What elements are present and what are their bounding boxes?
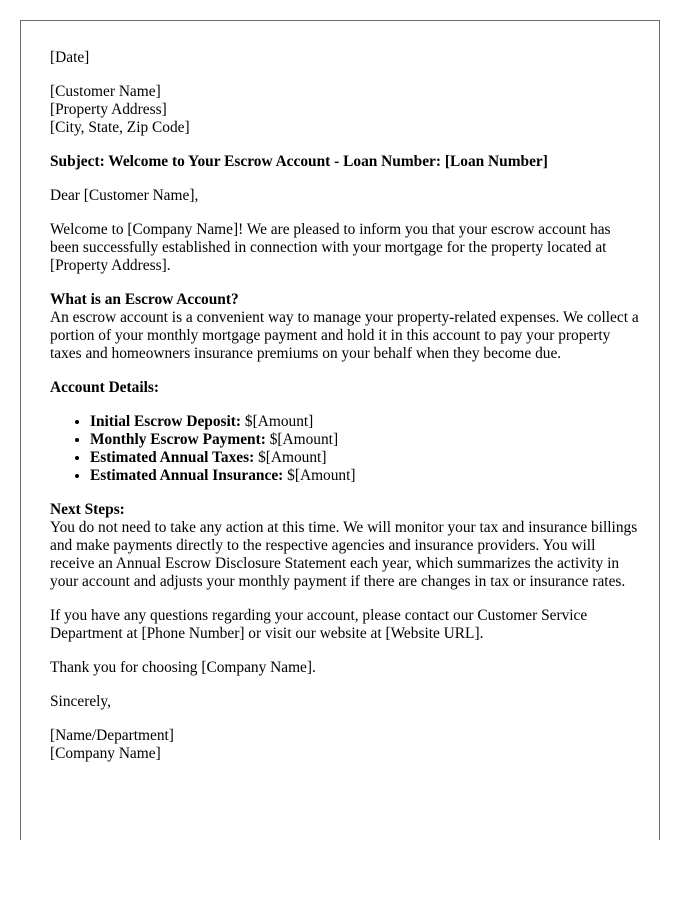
recipient-address: [Property Address] (50, 101, 167, 118)
letter-date: [Date] (50, 49, 90, 66)
escrow-explanation-section (50, 291, 640, 363)
detail-value: $[Amount] (265, 431, 339, 448)
letter-content (50, 49, 640, 779)
detail-label: Estimated Annual Insurance: (90, 467, 284, 484)
account-details-list (50, 413, 640, 485)
detail-value: $[Amount] (283, 467, 356, 484)
recipient-block (50, 83, 640, 137)
next-steps-section (50, 501, 640, 591)
letter-page (20, 20, 660, 840)
list-item (90, 413, 640, 431)
detail-value: $[Amount] (241, 413, 314, 430)
letter-salutation: Dear [Customer Name], (50, 187, 199, 204)
signature-block (50, 727, 640, 763)
letter-subject: Subject: Welcome to Your Escrow Account - Loan Number: [Loan Number] (50, 153, 548, 170)
signature-company: [Company Name] (50, 745, 161, 762)
escrow-explanation-body: An escrow account is a convenient way to manage your property-related expenses. We collect a portion of your monthly mortgage payment and hold it in this account to pay your property taxes and homeowners insurance premiums on your behalf when they become due. (50, 309, 639, 362)
next-steps-heading: Next Steps: (50, 501, 125, 518)
thanks-paragraph: Thank you for choosing [Company Name]. (50, 659, 316, 676)
list-item (90, 467, 640, 485)
detail-label: Estimated Annual Taxes: (90, 449, 255, 466)
closing-line: Sincerely, (50, 693, 111, 710)
intro-paragraph: Welcome to [Company Name]! We are pleased to inform you that your escrow account has been successfully established in connection with your mortgage for the property located at [Property Address]. (50, 221, 611, 274)
list-item (90, 431, 640, 449)
escrow-explanation-heading: What is an Escrow Account? (50, 291, 239, 308)
list-item (90, 449, 640, 467)
account-details-heading: Account Details: (50, 379, 159, 396)
detail-label: Initial Escrow Deposit: (90, 413, 242, 430)
signature-name-department: [Name/Department] (50, 727, 174, 744)
detail-label: Monthly Escrow Payment: (90, 431, 266, 448)
contact-paragraph: If you have any questions regarding your account, please contact our Customer Service Department at [Phone Number] or visit our website at [Website URL]. (50, 607, 588, 642)
detail-value: $[Amount] (254, 449, 327, 466)
recipient-city-state-zip: [City, State, Zip Code] (50, 119, 190, 136)
next-steps-body: You do not need to take any action at this time. We will monitor your tax and insurance billings and make payments directly to the respective agencies and insurance providers. You will receive an Annual Escrow Disclosure Statement each year, which summarizes the activity in your account and adjusts your monthly payment if there are changes in tax or insurance rates. (50, 519, 638, 590)
recipient-name: [Customer Name] (50, 83, 161, 100)
